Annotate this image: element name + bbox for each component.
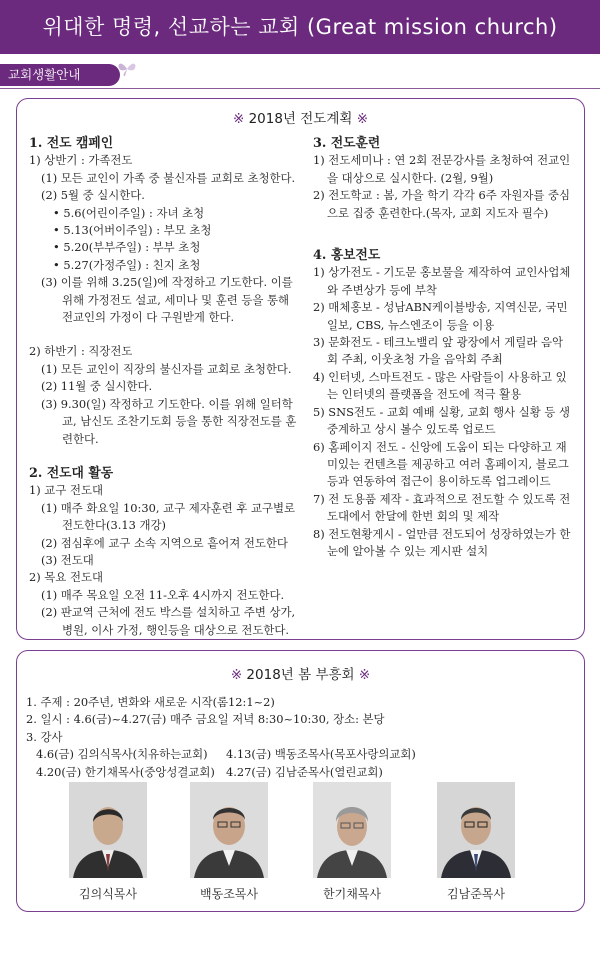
star-mark-left: ※ xyxy=(230,667,243,683)
revival-schedule: 2. 일시 : 4.6(금)~4.27(금) 매주 금요일 저녁 8:30~10:30, 장소: 본당 xyxy=(26,712,385,727)
plan-line: (1) 모든 교인이 직장의 불신자를 교회로 초청한다. xyxy=(41,361,292,376)
plan-heading: 4. 홍보전도 xyxy=(313,248,381,264)
speaker-entry: 4.6(금) 김의식목사(치유하는교회) xyxy=(36,747,208,762)
revival-title-text: 2018년 봄 부흥회 xyxy=(246,667,355,683)
plan-line: 2) 매체홍보 - 성남ABN케이블방송, 지역신문, 국민일보, CBS, 뉴스엔조이 등을 이용 xyxy=(313,300,568,332)
plan-line: 1) 전도세미나 : 연 2회 전문강사를 초청하여 전교인을 대상으로 실시한다. (2월, 9월) xyxy=(313,153,571,185)
plan-line: 6) 홈페이지 전도 - 신앙에 도움이 되는 다양하고 재미있는 컨텐츠를 제공하고 여러 홈페이지, 블로그 등과 연동하여 접근이 용이하도록 업그레이드 xyxy=(313,439,569,489)
plan-line: 8) 전도현황게시 - 얼만큼 전도되어 성장하였는가 한눈에 알아볼 수 있는 게시판 설치 xyxy=(313,526,571,558)
plan-line: (2) 5월 중 실시한다. xyxy=(41,188,145,203)
speaker-photo-name: 김의식목사 xyxy=(79,887,137,901)
plan-right-column xyxy=(313,135,571,560)
plan-line: 3) 문화전도 - 테크노밸리 앞 광장에서 게릴라 음악회 주최, 이웃초청 가을 음악회 주최 xyxy=(313,335,563,367)
spacer xyxy=(313,239,571,247)
plan-line: • 5.6(어린이주일) : 자녀 초청 xyxy=(53,205,205,220)
plan-line: 2) 하반기 : 직장전도 xyxy=(29,344,133,359)
revival-theme: 1. 주제 : 20주년, 변화와 새로운 시작(롬12:1~2) xyxy=(26,695,275,709)
plan-line: • 5.13(어버이주일) : 부모 초청 xyxy=(53,223,212,238)
plan-line: (3) 9.30(일) 작정하고 기도한다. 이를 위해 일터학교, 남신도 조찬기도회 등을 통한 직장전도를 훈련한다. xyxy=(41,396,297,446)
speaker-photo xyxy=(190,782,268,878)
revival-speakers-heading: 3. 강사 xyxy=(26,729,63,744)
evangelism-plan-box xyxy=(16,98,585,640)
speaker-photo-name: 한기채목사 xyxy=(323,887,381,901)
plan-heading: 1. 전도 캠페인 xyxy=(29,136,114,151)
page-header xyxy=(0,0,600,54)
speaker-photo xyxy=(313,782,391,878)
revival-title xyxy=(17,663,584,683)
section-rule xyxy=(0,88,600,89)
spacer xyxy=(29,448,301,465)
plan-line: 1) 교구 전도대 xyxy=(29,483,103,498)
plan-line: 2) 목요 전도대 xyxy=(29,570,103,585)
speaker-row xyxy=(26,764,566,781)
plan-line: (1) 모든 교인이 가족 중 불신자를 교회로 초청한다. xyxy=(41,170,296,185)
speaker-row xyxy=(26,746,566,763)
plan-line: • 5.20(부부주일) : 부부 초청 xyxy=(53,240,201,255)
star-mark-right: ※ xyxy=(358,667,371,683)
plan-line: 4) 인터넷, 스마트전도 - 많은 사람들이 사용하고 있는 인터넷의 플랫폼을 전도에 적극 활용 xyxy=(313,369,567,402)
plan-line: 5) SNS전도 - 교회 예배 실황, 교회 행사 실황 등 생중계하고 상시 볼수 있도록 업로드 xyxy=(313,404,570,437)
speaker-entry: 4.13(금) 백동조목사(목포사랑의교회) xyxy=(226,747,416,762)
butterfly-icon xyxy=(116,60,138,78)
plan-line: (2) 판교역 근처에 전도 박스를 설치하고 주변 상가, 병원, 이사 가정, 행인등을 대상으로 전도한다. xyxy=(41,605,296,637)
speaker-photo-name: 김남준목사 xyxy=(447,887,505,901)
plan-title-text: 2018년 전도계획 xyxy=(248,111,353,127)
plan-line: 7) 전 도용품 제작 - 효과적으로 전도할 수 있도록 전도대에서 한달에 한번 회의 및 제작 xyxy=(313,491,571,524)
plan-line: (2) 점심후에 교구 소속 지역으로 흩어져 전도한다 xyxy=(41,535,288,550)
star-mark-left: ※ xyxy=(232,111,245,127)
plan-line: (1) 매주 화요일 10:30, 교구 제자훈련 후 교구별로 전도한다(3.13 개강) xyxy=(41,500,295,533)
section-label: 교회생활안내 xyxy=(8,67,81,82)
header-title: 위대한 명령, 선교하는 교회 (Great mission church) xyxy=(42,15,558,39)
plan-line: 1) 상가전도 - 기도문 홍보물을 제작하여 교인사업체와 주변상가 등에 부착 xyxy=(313,265,571,297)
speaker-photo-name: 백동조목사 xyxy=(200,887,258,901)
plan-line: (1) 매주 목요일 오전 11-오후 4시까지 전도한다. xyxy=(41,587,285,602)
plan-line: (3) 이를 위해 3.25(일)에 작정하고 기도한다. 이를 위해 가정전도 설교, 세미나 및 훈련 등을 통해 전교인의 가정이 다 구원받게 한다. xyxy=(41,275,293,325)
speaker-photo xyxy=(437,782,515,878)
plan-line: (2) 11월 중 실시한다. xyxy=(41,379,153,394)
plan-heading: 2. 전도대 활동 xyxy=(29,465,114,481)
section-tab xyxy=(0,64,145,88)
star-mark-right: ※ xyxy=(356,111,369,127)
speaker-entry: 4.20(금) 한기채목사(중앙성결교회) xyxy=(36,764,215,779)
speaker-photo xyxy=(69,782,147,878)
plan-left-column xyxy=(29,135,301,639)
spacer xyxy=(313,222,571,239)
plan-line: (3) 전도대 xyxy=(41,552,94,567)
plan-line: • 5.27(가정주일) : 친지 초청 xyxy=(53,257,201,272)
revival-details xyxy=(26,694,566,781)
plan-line: 1) 상반기 : 가족전도 xyxy=(29,153,133,168)
plan-line: 2) 전도학교 : 봄, 가을 학기 각각 6주 자원자를 중심으로 집중 훈련한다.(목자, 교회 지도자 필수) xyxy=(313,188,571,220)
speaker-entry: 4.27(금) 김남준목사(열린교회) xyxy=(226,764,383,779)
plan-title xyxy=(17,107,584,127)
plan-heading: 3. 전도훈련 xyxy=(313,136,381,151)
spacer xyxy=(29,326,301,343)
